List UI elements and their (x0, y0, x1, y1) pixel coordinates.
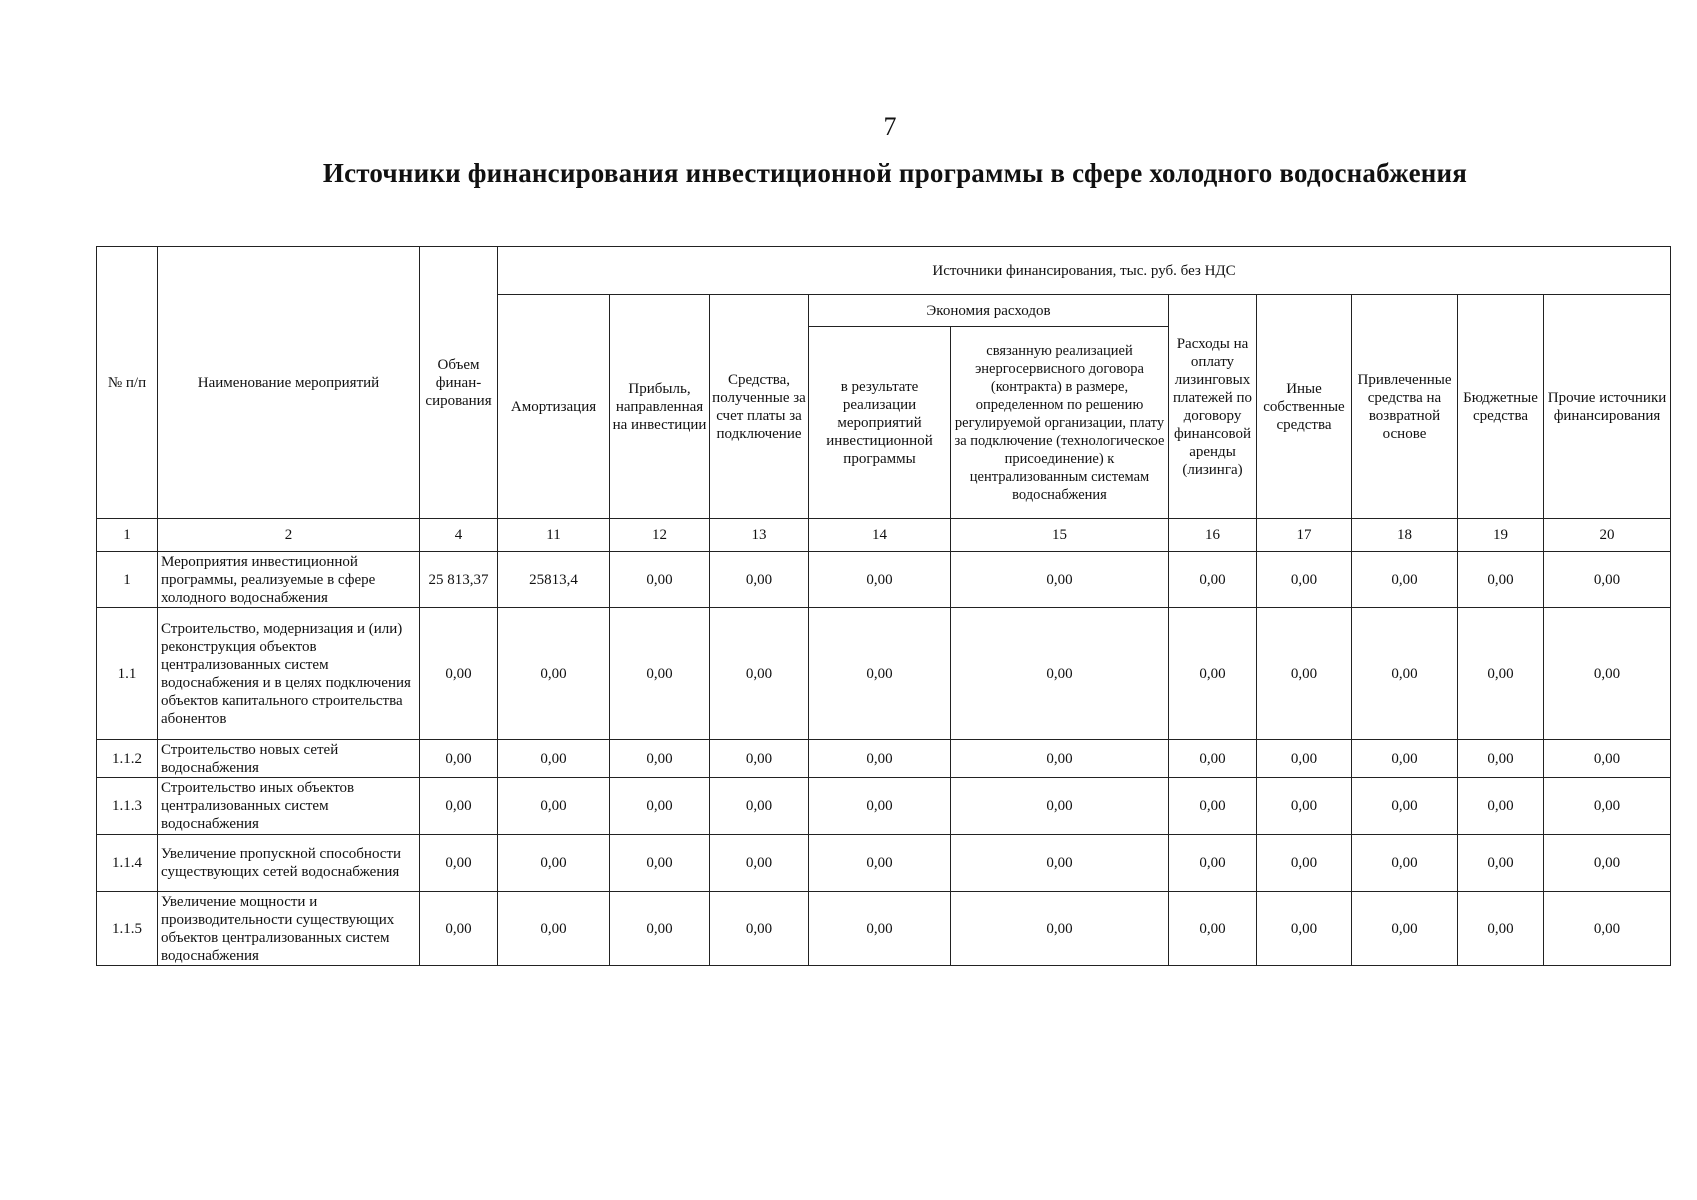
table-row (97, 740, 1671, 778)
header-other-sources: Прочие источники финансирования (1544, 295, 1671, 519)
column-number: 1 (97, 519, 158, 552)
row-value: 25813,4 (498, 552, 610, 608)
header-volume: Объем финан-сирования (420, 247, 498, 519)
row-value: 0,00 (1169, 552, 1257, 608)
row-value: 0,00 (1544, 608, 1671, 740)
row-value: 0,00 (1257, 892, 1352, 966)
row-value: 0,00 (809, 740, 951, 778)
row-value: 0,00 (1544, 835, 1671, 892)
row-value: 0,00 (1169, 608, 1257, 740)
header-own-funds: Иные собственные средства (1257, 295, 1352, 519)
column-number: 13 (710, 519, 809, 552)
row-name: Строительство иных объектов централизованных систем водоснабжения (158, 778, 420, 835)
column-number-row (97, 519, 1671, 552)
row-value: 25 813,37 (420, 552, 498, 608)
row-value: 0,00 (420, 892, 498, 966)
column-number: 16 (1169, 519, 1257, 552)
table-row (97, 835, 1671, 892)
row-value: 0,00 (498, 740, 610, 778)
row-value: 0,00 (610, 608, 710, 740)
row-value: 0,00 (1169, 740, 1257, 778)
row-value: 0,00 (1458, 552, 1544, 608)
row-value: 0,00 (1352, 608, 1458, 740)
row-value: 0,00 (1352, 552, 1458, 608)
row-number: 1.1.2 (97, 740, 158, 778)
row-value: 0,00 (1352, 740, 1458, 778)
row-value: 0,00 (1169, 835, 1257, 892)
header-economy-group: Экономия расходов (809, 295, 1169, 327)
row-value: 0,00 (951, 552, 1169, 608)
row-number: 1 (97, 552, 158, 608)
row-name: Строительство новых сетей водоснабжения (158, 740, 420, 778)
header-borrowed-funds: Привлеченные средства на возвратной основе (1352, 295, 1458, 519)
header-economy-invest: в результате реализации мероприятий инвестиционной программы (809, 327, 951, 519)
header-budget-funds: Бюджетные средства (1458, 295, 1544, 519)
row-number: 1.1.5 (97, 892, 158, 966)
row-value: 0,00 (710, 892, 809, 966)
row-value: 0,00 (498, 778, 610, 835)
row-value: 0,00 (498, 608, 610, 740)
row-number: 1.1.4 (97, 835, 158, 892)
row-value: 0,00 (498, 835, 610, 892)
row-value: 0,00 (809, 892, 951, 966)
document-title: Источники финансирования инвестиционной программы в сфере холодного водоснабжения (322, 158, 1468, 188)
row-value: 0,00 (809, 552, 951, 608)
column-number: 2 (158, 519, 420, 552)
row-value: 0,00 (1458, 608, 1544, 740)
row-value: 0,00 (610, 892, 710, 966)
row-value: 0,00 (1458, 835, 1544, 892)
header-num: № п/п (97, 247, 158, 519)
header-economy-energy: связанную реализацией энергосервисного договора (контракта) в размере, определенном по решению регулируемой организации, плату за подключение (технологическое присоединение) к централизованным системам водоснабжения (951, 327, 1169, 519)
column-number: 20 (1544, 519, 1671, 552)
row-value: 0,00 (420, 740, 498, 778)
row-value: 0,00 (610, 740, 710, 778)
column-number: 17 (1257, 519, 1352, 552)
row-value: 0,00 (1544, 892, 1671, 966)
row-value: 0,00 (951, 892, 1169, 966)
row-value: 0,00 (710, 740, 809, 778)
column-number: 4 (420, 519, 498, 552)
row-name: Увеличение мощности и производительности существующих объектов централизованных систем водоснабжения (158, 892, 420, 966)
row-value: 0,00 (610, 835, 710, 892)
row-value: 0,00 (710, 778, 809, 835)
column-number: 19 (1458, 519, 1544, 552)
column-number: 11 (498, 519, 610, 552)
row-name: Строительство, модернизация и (или) реконструкция объектов централизованных систем водоснабжения и в целях подключения объектов капитального строительства абонентов (158, 608, 420, 740)
row-value: 0,00 (809, 608, 951, 740)
header-name: Наименование мероприятий (158, 247, 420, 519)
row-value: 0,00 (710, 835, 809, 892)
row-value: 0,00 (498, 892, 610, 966)
row-value: 0,00 (1352, 892, 1458, 966)
row-value: 0,00 (1458, 740, 1544, 778)
row-value: 0,00 (420, 608, 498, 740)
row-value: 0,00 (610, 778, 710, 835)
row-value: 0,00 (1458, 892, 1544, 966)
table-body (97, 552, 1671, 966)
table-row (97, 608, 1671, 740)
row-value: 0,00 (1257, 552, 1352, 608)
row-value: 0,00 (809, 778, 951, 835)
column-number: 15 (951, 519, 1169, 552)
row-value: 0,00 (951, 835, 1169, 892)
header-connection-fee: Средства, полученные за счет платы за подключение (710, 295, 809, 519)
financing-table (96, 246, 1671, 966)
row-value: 0,00 (1352, 835, 1458, 892)
column-number: 12 (610, 519, 710, 552)
row-name: Увеличение пропускной способности существующих сетей водоснабжения (158, 835, 420, 892)
header-sources-group: Источники финансирования, тыс. руб. без НДС (498, 247, 1671, 295)
header-leasing: Расходы на оплату лизинговых платежей по договору финансовой аренды (лизинга) (1169, 295, 1257, 519)
table-header (97, 247, 1671, 552)
row-value: 0,00 (1257, 740, 1352, 778)
table-row (97, 552, 1671, 608)
row-value: 0,00 (1257, 835, 1352, 892)
row-value: 0,00 (951, 740, 1169, 778)
row-value: 0,00 (420, 835, 498, 892)
row-value: 0,00 (1352, 778, 1458, 835)
row-value: 0,00 (710, 552, 809, 608)
row-value: 0,00 (1169, 778, 1257, 835)
row-value: 0,00 (1458, 778, 1544, 835)
table-row (97, 778, 1671, 835)
column-number: 18 (1352, 519, 1458, 552)
row-value: 0,00 (809, 835, 951, 892)
row-value: 0,00 (1257, 778, 1352, 835)
row-value: 0,00 (710, 608, 809, 740)
row-value: 0,00 (1257, 608, 1352, 740)
row-value: 0,00 (420, 778, 498, 835)
row-value: 0,00 (1169, 892, 1257, 966)
row-value: 0,00 (1544, 552, 1671, 608)
page-number: 7 (883, 112, 897, 141)
row-name: Мероприятия инвестиционной программы, реализуемые в сфере холодного водоснабжения (158, 552, 420, 608)
row-value: 0,00 (951, 608, 1169, 740)
column-number: 14 (809, 519, 951, 552)
row-number: 1.1.3 (97, 778, 158, 835)
row-value: 0,00 (951, 778, 1169, 835)
header-profit: Прибыль, направленная на инвестиции (610, 295, 710, 519)
row-value: 0,00 (610, 552, 710, 608)
table-row (97, 892, 1671, 966)
header-amortization: Амортизация (498, 295, 610, 519)
row-value: 0,00 (1544, 778, 1671, 835)
row-value: 0,00 (1544, 740, 1671, 778)
row-number: 1.1 (97, 608, 158, 740)
